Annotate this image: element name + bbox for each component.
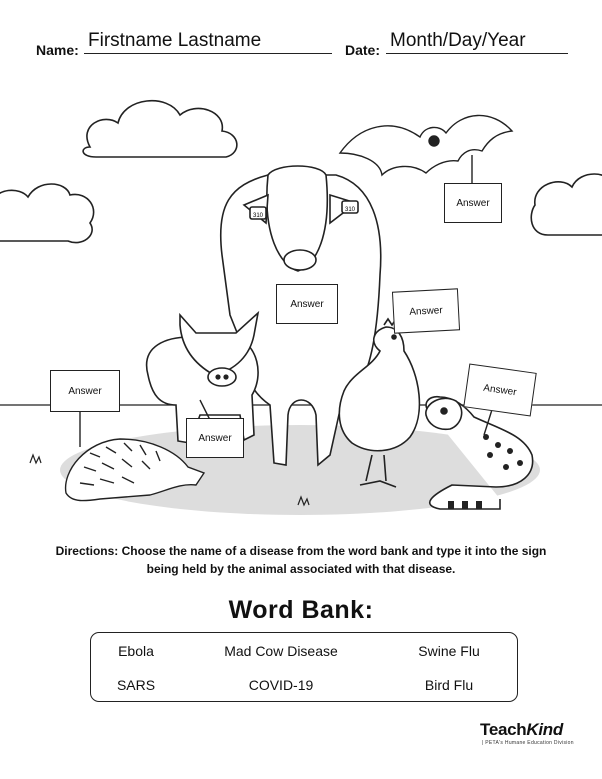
directions-text: Directions: Choose the name of a disease from the word bank and type it into the sign being held by the animal associated with that disease. (55, 544, 547, 576)
word-bank-item-ebola: Ebola (118, 643, 154, 659)
logo-tagline: | PETA's Humane Education Division (482, 740, 574, 746)
word-bank-item-swine-flu: Swine Flu (418, 643, 480, 659)
sign-pig[interactable] (186, 418, 244, 458)
name-label: Name: (36, 42, 79, 58)
sign-cow[interactable] (276, 284, 338, 324)
logo-teach: Teach (480, 720, 527, 739)
date-label: Date: (345, 42, 381, 58)
word-bank-title: Word Bank: (228, 596, 374, 624)
sign-chicken-text: Answer (409, 304, 443, 318)
sign-cow-text: Answer (290, 298, 324, 310)
cow-ear-tag-left: 310 (252, 213, 264, 219)
bat (340, 115, 512, 175)
sign-pig-text: Answer (198, 432, 232, 444)
word-bank-item-mad-cow-disease: Mad Cow Disease (224, 643, 338, 659)
sign-chicken[interactable] (392, 288, 460, 333)
cow-ear-tag-right: 310 (344, 207, 356, 213)
sign-bat-text: Answer (456, 197, 490, 209)
logo-kind: Kind (526, 720, 563, 739)
sign-civet[interactable] (463, 363, 536, 416)
cloud-far-left (0, 184, 94, 243)
sign-pangolin[interactable] (50, 370, 120, 412)
sign-bat[interactable] (444, 183, 502, 223)
sign-civet-text: Answer (482, 382, 518, 398)
word-bank-item-covid-19: COVID-19 (248, 677, 314, 693)
word-bank-item-bird-flu: Bird Flu (424, 677, 474, 693)
name-field[interactable]: Firstname Lastname (84, 30, 332, 54)
word-bank-item-sars: SARS (116, 677, 156, 693)
teachkind-logo (480, 720, 563, 740)
date-field[interactable]: Month/Day/Year (386, 30, 568, 54)
cloud-right (531, 174, 602, 235)
word-bank-box (90, 632, 518, 702)
sign-pangolin-text: Answer (68, 385, 102, 397)
cloud-left (83, 101, 237, 157)
